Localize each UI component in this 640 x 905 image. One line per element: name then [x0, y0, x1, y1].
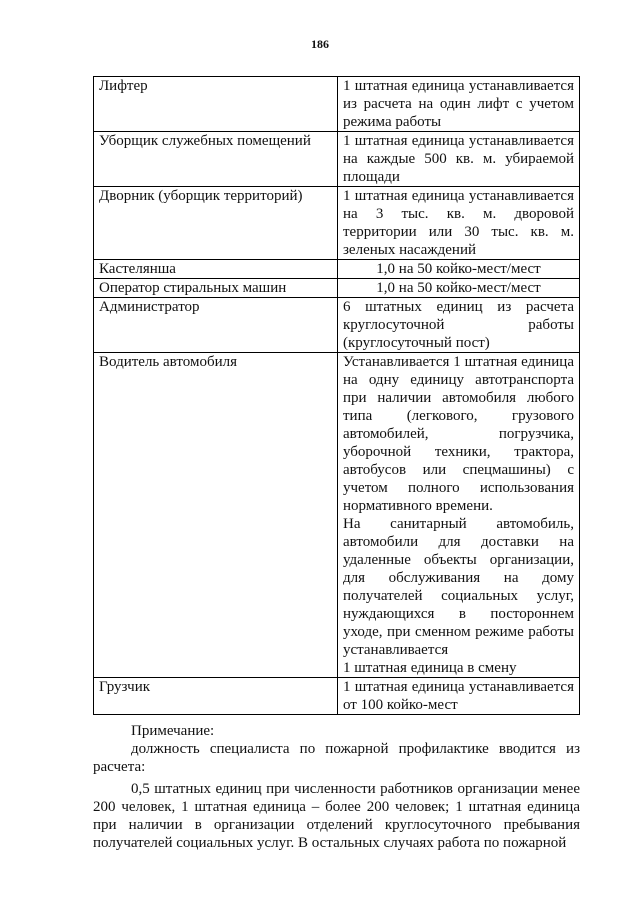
norm-text: 1 штатная единица устанавливается от 100 койко-мест [343, 679, 574, 713]
position-cell: Уборщик служебных помещений [94, 132, 338, 187]
position-cell: Оператор стиральных машин [94, 279, 338, 298]
norm-text: Устанавливается 1 штатная единица на одну единицу автотранспорта при наличии автомобиля любого типа (легкового, грузового автомобилей, погрузчика, уборочной техники, трактора, автобусов или спецмашины) с учетом полного использования нормативного времени. [343, 354, 574, 514]
norm-cell [338, 260, 580, 279]
staff-norms-table [93, 76, 580, 715]
norm-cell [338, 678, 580, 715]
note-paragraph: 0,5 штатных единиц при численности работников организации менее 200 человек, 1 штатная единица – более 200 человек; 1 штатная единица при наличии в организации отделений круглосуточного пребывания получателей социальных услуг. В остальных случаях работа по пожарной [93, 781, 580, 851]
position-cell: Администратор [94, 298, 338, 353]
note-title: Примечание: [131, 723, 215, 739]
page-number: 186 [311, 37, 329, 51]
norm-text: На санитарный автомобиль, автомобили для доставки на удаленные объекты организации, для обслуживания на дому получателей социальных услуг, нуждающихся в постороннем уходе, при сменном режиме работы устанавливается [343, 516, 574, 658]
table-row [94, 279, 580, 298]
norm-text: 1 штатная единица в смену [343, 660, 517, 676]
table-row [94, 678, 580, 715]
table-row [94, 132, 580, 187]
norm-cell [338, 279, 580, 298]
norm-text: 1,0 на 50 койко-мест/мест [376, 280, 541, 296]
norm-cell [338, 298, 580, 353]
norm-text: 6 штатных единиц из расчета круглосуточной работы (круглосуточный пост) [343, 299, 574, 351]
norm-text: 1 штатная единица устанавливается на 3 тыс. кв. м. дворовой территории или 30 тыс. кв. м. зеленых насаждений [343, 188, 574, 258]
norm-cell [338, 353, 580, 678]
position-cell: Грузчик [94, 678, 338, 715]
position-cell: Кастелянша [94, 260, 338, 279]
table-row [94, 187, 580, 260]
norm-cell [338, 77, 580, 132]
norm-text: 1,0 на 50 койко-мест/мест [376, 261, 541, 277]
norm-text: 1 штатная единица устанавливается на каждые 500 кв. м. убираемой площади [343, 133, 574, 185]
position-cell: Лифтер [94, 77, 338, 132]
staff-table-body [94, 77, 580, 715]
note-paragraph: должность специалиста по пожарной профилактике вводится из расчета: [93, 741, 580, 775]
norm-text: 1 штатная единица устанавливается из расчета на один лифт с учетом режима работы [343, 78, 574, 130]
note-section [93, 722, 580, 852]
table-row [94, 77, 580, 132]
position-cell: Водитель автомобиля [94, 353, 338, 678]
table-row [94, 353, 580, 678]
table-row [94, 260, 580, 279]
norm-cell [338, 187, 580, 260]
table-row [94, 298, 580, 353]
position-cell: Дворник (уборщик территорий) [94, 187, 338, 260]
norm-cell [338, 132, 580, 187]
